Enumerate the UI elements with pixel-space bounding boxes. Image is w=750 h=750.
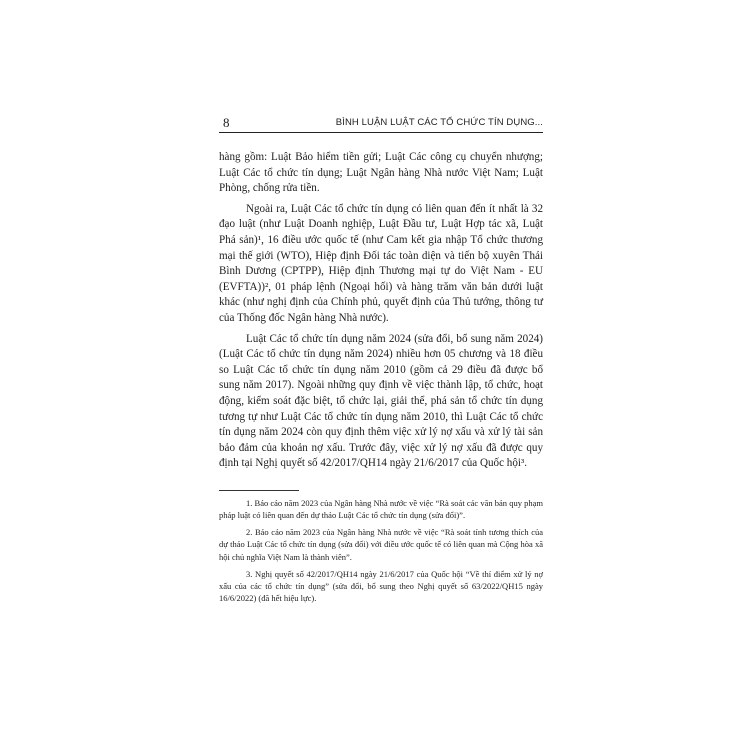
running-title: BÌNH LUẬN LUẬT CÁC TỔ CHỨC TÍN DỤNG...: [335, 117, 543, 128]
paragraph: Ngoài ra, Luật Các tổ chức tín dụng có liên quan đến ít nhất là 32 đạo luật (như Luật Doanh nghiệp, Luật Đầu tư, Luật Hợp tác xã, Luật Phá sản)¹, 16 điều ước quốc tế (như Cam kết gia nhập Tổ chức thương mại thế giới (WTO), Hiệp định Đối tác toàn diện và tiến bộ xuyên Thái Bình Dương (CPTPP), Hiệp định Thương mại tự do Việt Nam - EU (EVFTA))², 01 pháp lệnh (Ngoại hối) và hàng trăm văn bản dưới luật khác (như nghị định của Chính phủ, quyết định của Thủ tướng, thông tư của Thống đốc Ngân hàng Nhà nước).: [219, 202, 543, 324]
book-page: [219, 114, 543, 610]
paragraph: Luật Các tổ chức tín dụng năm 2024 (sửa đổi, bổ sung năm 2024) (Luật Các tổ chức tín dụng năm 2024) nhiều hơn 05 chương và 18 điều so Luật Các tổ chức tín dụng năm 2010 (gồm cả 29 điều đã được bổ sung năm 2017). Ngoài những quy định về việc thành lập, tổ chức, hoạt động, kiểm soát đặc biệt, tổ chức lại, giải thể, phá sản tổ chức tín dụng tương tự như Luật Các tổ chức tín dụng năm 2010, thì Luật Các tổ chức tín dụng năm 2024 còn quy định thêm việc xử lý nợ xấu và xử lý tài sản bảo đảm của khoản nợ xấu. Trước đây, việc xử lý nợ xấu đã được quy định tại Nghị quyết số 42/2017/QH14 ngày 21/6/2017 của Quốc hội³.: [219, 332, 543, 470]
footnotes: [219, 497, 543, 605]
page-header: [219, 114, 543, 133]
paragraph: hàng gồm: Luật Bảo hiểm tiền gửi; Luật Các công cụ chuyển nhượng; Luật Các tổ chức tín dụng; Luật Ngân hàng Nhà nước Việt Nam; Luật Phòng, chống rửa tiền.: [219, 151, 543, 195]
footnote-divider: [219, 490, 299, 491]
body-text: [219, 150, 543, 472]
footnote: 3. Nghị quyết số 42/2017/QH14 ngày 21/6/2017 của Quốc hội “Về thí điểm xử lý nợ xấu của các tổ chức tín dụng” (sửa đổi, bổ sung theo Nghị quyết số 63/2022/QH15 ngày 16/6/2022) (đã hết hiệu lực).: [219, 568, 543, 604]
footnote: 2. Báo cáo năm 2023 của Ngân hàng Nhà nước về việc “Rà soát tính tương thích của dự thảo Luật Các tổ chức tín dụng (sửa đổi) với điều ước quốc tế có liên quan mà Cộng hòa xã hội chủ nghĩa Việt Nam là thành viên”.: [219, 527, 543, 562]
footnote: 1. Báo cáo năm 2023 của Ngân hàng Nhà nước về việc “Rà soát các văn bản quy phạm pháp luật có liên quan đến dự thảo Luật Các tổ chức tín dụng (sửa đổi)”.: [219, 497, 543, 521]
page-number: 8: [223, 115, 230, 130]
